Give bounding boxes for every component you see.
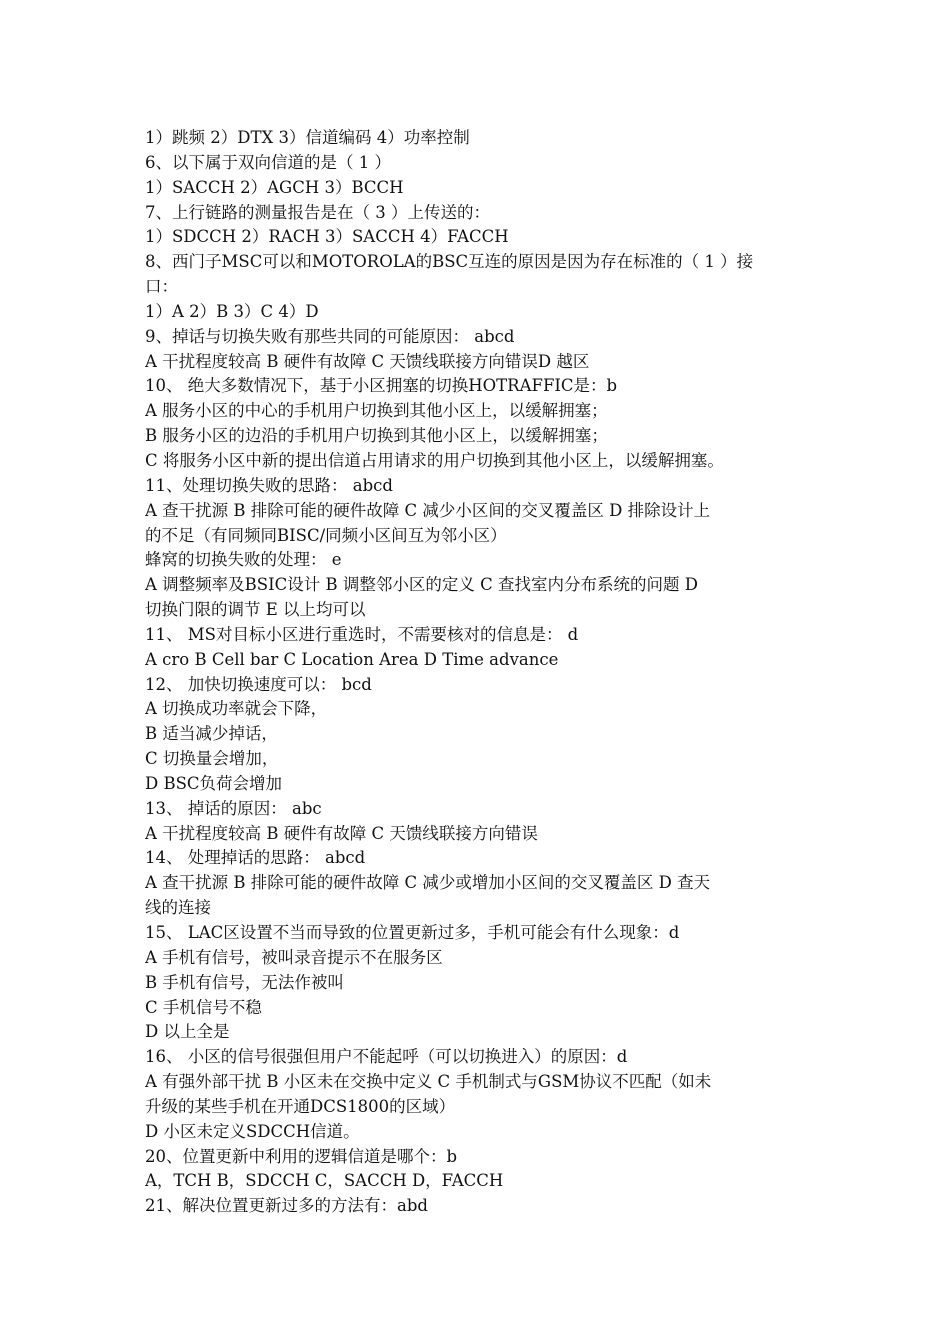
- text-line: 口：: [145, 277, 178, 297]
- text-line: 的不足（有同频同BISC/同频小区间互为邻小区）: [145, 525, 507, 545]
- text-line: 1）SDCCH 2）RACH 3）SACCH 4）FACCH: [145, 227, 509, 247]
- text-line: A 切换成功率就会下降，: [145, 699, 328, 719]
- text-line: A 干扰程度较高 B 硬件有故障 C 天馈线联接方向错误D 越区: [145, 351, 590, 371]
- text-line: C 手机信号不稳: [145, 997, 262, 1017]
- text-line: B 服务小区的边沿的手机用户切换到其他小区上，以缓解拥塞；: [145, 426, 608, 446]
- text-line: 升级的某些手机在开通DCS1800的区域）: [145, 1096, 456, 1116]
- text-line: 1）跳频 2）DTX 3）信道编码 4）功率控制: [145, 128, 470, 147]
- text-line: D BSC负荷会增加: [145, 773, 283, 793]
- text-line: A 查干扰源 B 排除可能的硬件故障 C 减少或增加小区间的交叉覆盖区 D 查天: [145, 873, 711, 893]
- text-line: A 服务小区的中心的手机用户切换到其他小区上，以缓解拥塞；: [145, 401, 608, 421]
- text-line: A 干扰程度较高 B 硬件有故障 C 天馈线联接方向错误: [145, 823, 538, 843]
- question-16: 16、 小区的信号很强但用户不能起呼（可以切换进入）的原因：d: [145, 1047, 628, 1067]
- question-21: 21、解决位置更新过多的方法有：abd: [145, 1196, 428, 1216]
- question-6: 6、以下属于双向信道的是（ 1 ）: [145, 152, 391, 172]
- question-handover-failure: 蜂窝的切换失败的处理： e: [145, 550, 342, 570]
- text-line: A 有强外部干扰 B 小区未在交换中定义 C 手机制式与GSM协议不匹配（如未: [145, 1072, 712, 1092]
- text-line: A 调整频率及BSIC设计 B 调整邻小区的定义 C 查找室内分布系统的问题 D: [145, 575, 698, 595]
- text-line: B 适当减少掉话，: [145, 724, 278, 744]
- text-line: 1）SACCH 2）AGCH 3）BCCH: [145, 177, 404, 197]
- text-line: A，TCH B，SDCCH C，SACCH D，FACCH: [145, 1171, 504, 1191]
- text-line: 切换门限的调节 E 以上均可以: [145, 600, 366, 620]
- question-14: 14、 处理掉话的思路： abcd: [145, 848, 366, 868]
- question-11b: 11、 MS对目标小区进行重选时，不需要核对的信息是： d: [145, 624, 579, 644]
- text-line: 1）A 2）B 3）C 4）D: [145, 301, 319, 321]
- text-line: D 小区未定义SDCCH信道。: [145, 1121, 360, 1141]
- text-line: 线的连接: [145, 898, 211, 918]
- question-12: 12、 加快切换速度可以： bcd: [145, 674, 372, 694]
- question-13: 13、 掉话的原因： abc: [145, 798, 322, 818]
- question-15: 15、 LAC区设置不当而导致的位置更新过多，手机可能会有什么现象：d: [145, 923, 680, 942]
- question-11: 11、处理切换失败的思路： abcd: [145, 475, 393, 495]
- question-20: 20、位置更新中利用的逻辑信道是哪个：b: [145, 1146, 458, 1166]
- question-7: 7、上行链路的测量报告是在（ 3 ）上传送的：: [145, 202, 490, 222]
- text-line: A 手机有信号，被叫录音提示不在服务区: [145, 947, 443, 967]
- text-line: C 切换量会增加，: [145, 749, 279, 769]
- text-line: B 手机有信号，无法作被叫: [145, 972, 344, 992]
- document-body: [145, 126, 815, 1219]
- text-line: A 查干扰源 B 排除可能的硬件故障 C 减少小区间的交叉覆盖区 D 排除设计上: [145, 500, 711, 520]
- text-line: A cro B Cell bar C Location Area D Time advance: [145, 649, 559, 669]
- text-line: C 将服务小区中新的提出信道占用请求的用户切换到其他小区上，以缓解拥塞。: [145, 450, 724, 470]
- question-8: 8、西门子MSC可以和MOTOROLA的BSC互连的原因是因为存在标准的（ 1 ）接: [145, 252, 754, 272]
- question-9: 9、掉话与切换失败有那些共同的可能原因： abcd: [145, 326, 515, 346]
- question-10: 10、 绝大多数情况下，基于小区拥塞的切换HOTRAFFIC是：b: [145, 376, 618, 396]
- text-line: D 以上全是: [145, 1022, 230, 1042]
